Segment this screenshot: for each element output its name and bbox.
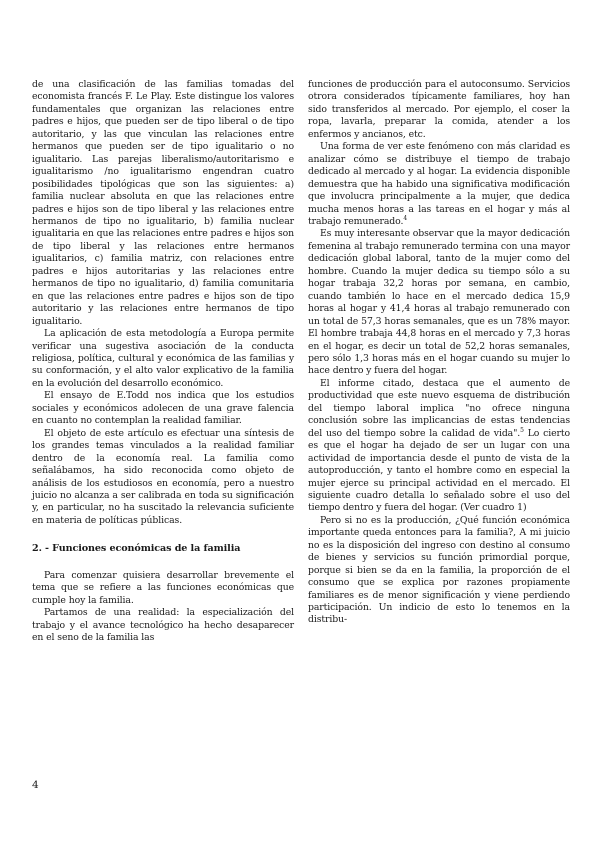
paragraph: El ensayo de E.Todd nos indica que los estudios sociales y económicos adolecen de una grave falencia en cuanto no contemplan la realidad familiar. (32, 390, 294, 427)
paragraph (308, 378, 570, 515)
paragraph: de una clasificación de las familias tomadas del economista francés F. Le Play. Este distingue los valores fundamentales que organizan las relaciones entre padres e hijos, que pueden ser de tipo liberal o de tipo autoritario, y las que vinculan las relaciones entre hermanos que pueden ser de tipo igualitario o no igualitario. Las parejas liberalismo/autoritarismo e igualitarismo /no igualitarismo engendran cuatro posibilidades tipológicas que son las siguientes: a) familia nuclear absoluta en que las relaciones entre padres e hijos son de tipo liberal y las relaciones entre hermanos de tipo no igualitario, b) familia nuclear igualitaria en que las relaciones entre padres e hijos son de tipo liberal y las relaciones entre hermanos igualitarios, c) familia matriz, con relaciones entre padres e hijos autoritarias y las relaciones entre hermanos de tipo no igualitario, d) familia comunitaria en que las relaciones entre padres e hijos son de tipo autoritario y las relaciones entre hermanos de tipo igualitario. (32, 79, 294, 327)
section-heading: 2. - Funciones económicas de la familia (32, 543, 241, 555)
paragraph-text: Una forma de ver este fenómeno con más claridad es analizar cómo se distribuye el tiempo de trabajo dedicado al mercado y al hogar. La evidencia disponible demuestra que ha habido una significativa modificación que involucra principalmente a la mujer, que dedica mucha menos horas a las tareas en el hogar y más al trabajo remunerado. (308, 141, 570, 227)
paragraph: Partamos de una realidad: la especialización del trabajo y el avance tecnológico ha hecho desaparecer en el seno de la familia las (32, 607, 294, 644)
paragraph-text: Lo cierto es que el hogar ha dejado de ser un lugar con una actividad de importancia desde el punto de vista de la autoproducción, y tanto el hombre como en especial la mujer ejerce su principal actividad en el mercado. El siguiente cuadro detalla lo señalado sobre el uso del tiempo dentro y fuera del hogar. (Ver cuadro 1) (308, 427, 570, 514)
paragraph: El objeto de este artículo es efectuar una síntesis de los grandes temas vinculados a la realidad familiar dentro de la economía real. La familia como señalábamos, ha sido reconocida como objeto de análisis de los estudiosos en economía, pero a nuestro juicio no alcanza a ser calibrada en toda su significación y, en particular, no ha suscitado la relevancia suficiente en materia de políticas públicas. (32, 427, 294, 526)
left-column (32, 79, 294, 644)
page-number: 4 (32, 779, 39, 791)
footnote-ref: 4 (403, 214, 408, 222)
paragraph: La aplicación de esta metodología a Europa permite verificar una sugestiva asociación de la conducta religiosa, política, cultural y económica de las familias y su conformación, y el alto valor explicativo de la familia en la evolución del desarrollo económico. (32, 328, 294, 389)
paragraph-text: El informe citado, destaca que el aumento de productividad que este nuevo esquema de distribución del tiempo laboral implica "no ofrece ninguna conclusión sobre las implicancias de estas tendencias del uso del tiempo sobre la calidad de vida". (308, 377, 570, 439)
paragraph (308, 141, 570, 228)
footnote-ref: 5 (520, 426, 524, 434)
paragraph: Pero si no es la producción, ¿Qué función económica importante queda entonces para la familia?, A mi juicio no es la disposición del ingreso con destino al consumo de bienes y servicios su función primordial porque, porque si bien se da en la familia, la proporción de el consumo que se explica por razones propiamente familiares es de menor significación y viene perdiendo participación. Un indicio de esto lo tenemos en la distribu- (308, 514, 570, 626)
paragraph: Es muy interesante observar que la mayor dedicación femenina al trabajo remunerado termina con una mayor dedicación global laboral, tanto de la mujer como del hombre. Cuando la mujer dedica su tiempo sólo a su hogar trabaja 32,2 horas por semana, en cambio, cuando también lo hace en el mercado dedica 15,9 horas al hogar y 41,4 horas al trabajo remunerado con un total de 57,3 horas semanales, que es un 78% mayor. El hombre trabaja 44,8 horas en el mercado y 7,3 horas en el hogar, es decir un total de 52,2 horas semanales, pero sólo 1,3 horas más en el hogar cuando su mujer lo hace dentro y fuera del hogar. (308, 228, 570, 377)
right-column (308, 79, 570, 627)
paragraph: Para comenzar quisiera desarrollar brevemente el tema que se refiere a las funciones económicas que cumple hoy la familia. (32, 569, 294, 606)
paragraph: funciones de producción para el autoconsumo. Servicios otrora considerados típicamente familiares, hoy han sido transferidos al mercado. Por ejemplo, el coser la ropa, lavarla, preparar la comida, atender a los enfermos y ancianos, etc. (308, 79, 570, 140)
